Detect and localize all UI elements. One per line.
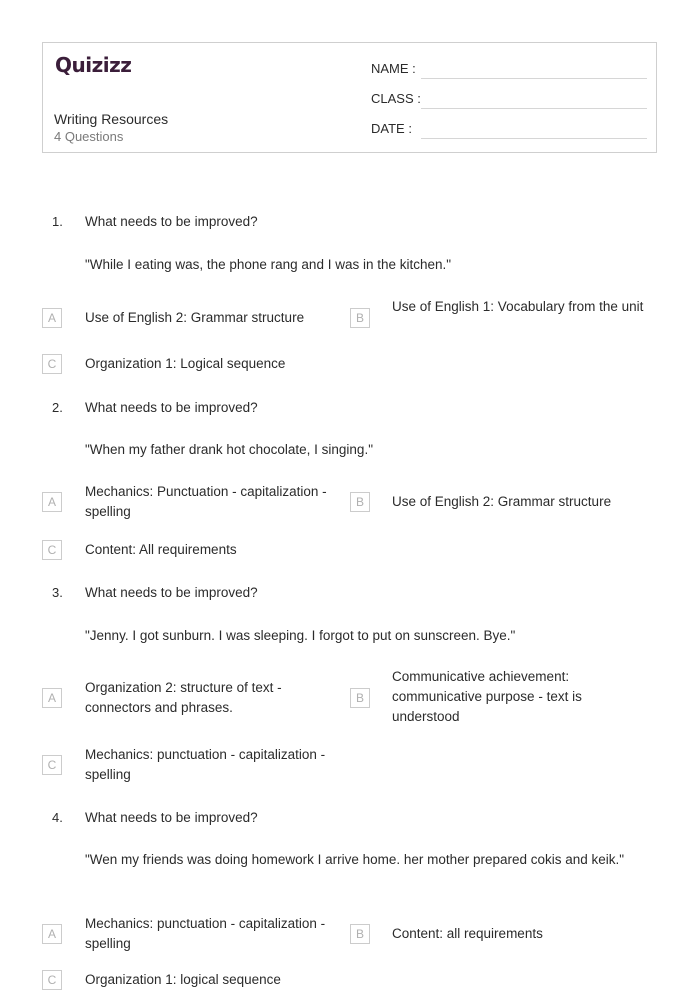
class-label: CLASS : [371, 91, 421, 106]
option-b-box[interactable]: B [350, 924, 370, 944]
worksheet-header [42, 42, 657, 153]
question-number: 1. [52, 214, 63, 229]
date-label: DATE : [371, 121, 412, 136]
quizizz-logo: Quizizz [55, 53, 132, 77]
class-line[interactable] [421, 108, 647, 109]
question-quote: "Jenny. I got sunburn. I was sleeping. I forgot to put on sunscreen. Bye." [85, 628, 516, 643]
option-a-text: Use of English 2: Grammar structure [85, 310, 305, 325]
option-b-text: Use of English 2: Grammar structure [392, 494, 612, 509]
question-number: 2. [52, 400, 63, 415]
option-b-text: Content: all requirements [392, 926, 543, 941]
option-c-box[interactable]: C [42, 970, 62, 990]
option-a-text: Organization 2: structure of text - connectors and phrases. [85, 680, 282, 715]
question-quote: "While I eating was, the phone rang and I was in the kitchen." [85, 257, 452, 272]
option-b-text: Use of English 1: Vocabulary from the unit [392, 299, 644, 314]
name-label: NAME : [371, 61, 416, 76]
question-quote: "When my father drank hot chocolate, I singing." [85, 442, 373, 457]
option-a-text: Mechanics: punctuation - capitalization - spelling [85, 916, 326, 951]
question-number: 4. [52, 810, 63, 825]
option-b-box[interactable]: B [350, 308, 370, 328]
option-c-text: Organization 1: Logical sequence [85, 356, 286, 371]
name-line[interactable] [421, 78, 647, 79]
option-b-box[interactable]: B [350, 688, 370, 708]
option-c-text: Organization 1: logical sequence [85, 972, 281, 987]
question-prompt: What needs to be improved? [85, 400, 258, 415]
question-count: 4 Questions [54, 129, 124, 144]
question-quote: "Wen my friends was doing homework I arrive home. her mother prepared cokis and keik." [85, 852, 625, 867]
option-a-box[interactable]: A [42, 924, 62, 944]
option-c-box[interactable]: C [42, 540, 62, 560]
option-a-box[interactable]: A [42, 308, 62, 328]
option-b-text: Communicative achievement: communicative purpose - text is understood [392, 669, 582, 724]
worksheet-title: Writing Resources [54, 111, 169, 127]
question-prompt: What needs to be improved? [85, 214, 258, 229]
option-a-box[interactable]: A [42, 492, 62, 512]
option-a-box[interactable]: A [42, 688, 62, 708]
option-a-text: Mechanics: Punctuation - capitalization - spelling [85, 484, 327, 519]
option-b-box[interactable]: B [350, 492, 370, 512]
option-c-text: Content: All requirements [85, 542, 237, 557]
question-prompt: What needs to be improved? [85, 810, 258, 825]
option-c-text: Mechanics: punctuation - capitalization - spelling [85, 747, 326, 782]
question-prompt: What needs to be improved? [85, 585, 258, 600]
option-c-box[interactable]: C [42, 354, 62, 374]
question-number: 3. [52, 585, 63, 600]
option-c-box[interactable]: C [42, 755, 62, 775]
date-line[interactable] [421, 138, 647, 139]
